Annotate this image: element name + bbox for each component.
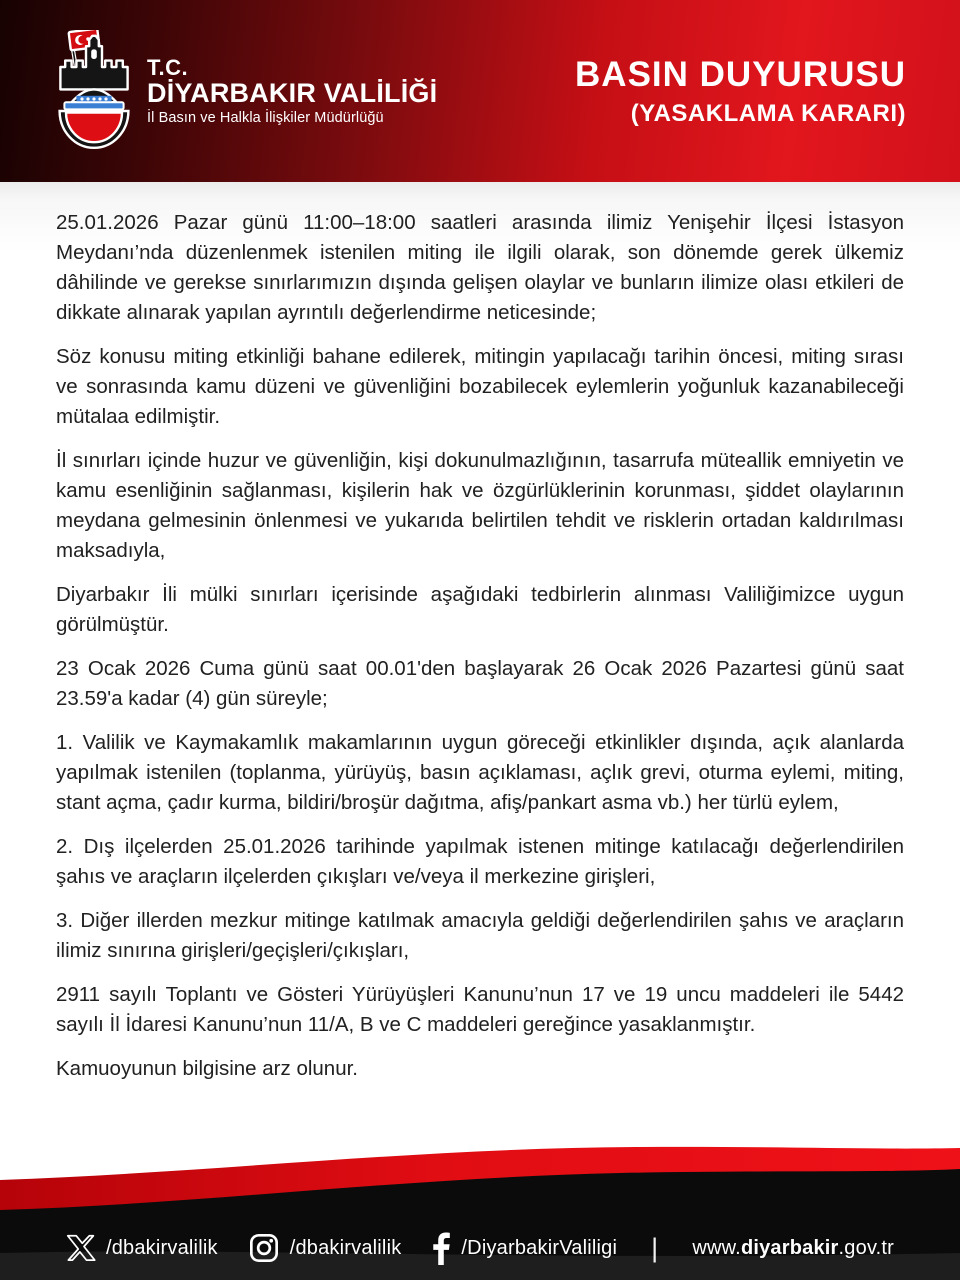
paragraph-8-item-3: 3. Diğer illerden mezkur mitinge katılmak amacıyla geldiği değerlendirilen şahıs ve araçların ilimiz sınırına girişleri/geçişleri/çıkışları,: [56, 909, 904, 962]
social-instagram-handle: /dbakirvalilik: [289, 1236, 402, 1259]
brand-text: [147, 56, 437, 126]
brand: [54, 30, 437, 152]
paragraph-2: Söz konusu miting etkinliği bahane edilerek, mitingin yapılacağı tarihin öncesi, miting sırası ve sonrasında kamu düzeni ve güvenliğini bozabilecek eylemlerin yoğunluk kazanabileceği mütalaa edilmiştir.: [56, 345, 904, 428]
header: [0, 0, 960, 182]
paragraph-5: 23 Ocak 2026 Cuma günü saat 00.01'den başlayarak 26 Ocak 2026 Pazartesi günü saat 23.59'a kadar (4) gün süreyle;: [56, 657, 904, 710]
facebook-icon: [431, 1231, 451, 1265]
social-instagram[interactable]: [248, 1232, 402, 1264]
announcement-title: BASIN DUYURUSU: [575, 54, 906, 94]
social-row: [0, 1231, 960, 1265]
paragraph-7-item-2: 2. Dış ilçelerden 25.01.2026 tarihinde yapılmak istenen mitinge katılacağı değerlendirilen şahıs ve araçların ilçelerden çıkışları ve/veya il merkezine girişleri,: [56, 835, 904, 888]
org-name: DİYARBAKIR VALİLİĞİ: [147, 78, 438, 109]
org-tc: T.C.: [147, 55, 189, 81]
social-x-handle: /dbakirvalilik: [105, 1236, 218, 1259]
x-icon: [66, 1233, 96, 1263]
org-subtitle: İl Basın ve Halkla İlişkiler Müdürlüğü: [147, 109, 384, 126]
paragraph-4: Diyarbakır İli mülki sınırları içerisinde aşağıdaki tedbirlerin alınması Valiliğimizce uygun görülmüştür.: [56, 583, 904, 636]
paragraph-6-item-1: 1. Valilik ve Kaymakamlık makamlarının uygun göreceği etkinlikler dışında, açık alanlarda yapılmak istenilen (toplanma, yürüyüş, basın açıklaması, açlık grevi, oturma eylemi, miting, stant açma, çadır kurma, bildiri/broşür dağıtma, afiş/pankart asma vb.) her türlü eylem,: [56, 731, 904, 814]
paragraph-10-closing: Kamuoyunun bilgisine arz olunur.: [56, 1057, 358, 1080]
paragraph-3: İl sınırları içinde huzur ve güvenliğin, kişi dokunulmazlığının, tasarrufa müteallik emniyetin ve kamu esenliğinin sağlanması, kişilerin hak ve özgürlüklerinin korunması, şiddet olaylarının meydana gelmesinin önlenmesi ve yukarıda belirtilen tehdit ve risklerin ortadan kaldırılması maksadıyla,: [56, 449, 904, 562]
footer: [0, 1140, 960, 1280]
paragraph-1: 25.01.2026 Pazar günü 11:00–18:00 saatleri arasında ilimiz Yenişehir İlçesi İstasyon Meydanı’nda düzenlenmek istenilen miting ile ilgili olarak, son dönemde gerek ülkemiz dâhilinde ve gerekse sınırlarımızın dışında gelişen olaylar ve bunların ilimize olası etkileri de dikkate alınarak yapılan ayrıntılı değerlendirme neticesinde;: [56, 211, 904, 324]
instagram-icon: [248, 1232, 280, 1264]
website-link[interactable]: [692, 1237, 894, 1260]
social-facebook-handle: /DiyarbakirValiligi: [461, 1236, 618, 1259]
website-suffix: .gov.tr: [838, 1236, 895, 1259]
footer-separator: |: [651, 1232, 659, 1263]
governorship-emblem-icon: [54, 30, 134, 152]
website-domain: diyarbakir: [740, 1236, 839, 1259]
headline: [575, 55, 906, 128]
social-facebook[interactable]: [431, 1231, 617, 1265]
announcement-subtitle: (YASAKLAMA KARARI): [630, 99, 906, 127]
website-prefix: www.: [692, 1236, 741, 1259]
paragraph-9: 2911 sayılı Toplantı ve Gösteri Yürüyüşleri Kanunu’nun 17 ve 19 uncu maddeleri ile 5442 sayılı İl İdaresi Kanunu’nun 11/A, B ve C maddeleri gereğince yasaklanmıştır.: [56, 983, 904, 1036]
social-x[interactable]: [66, 1233, 218, 1263]
announcement-body: [0, 182, 960, 1140]
